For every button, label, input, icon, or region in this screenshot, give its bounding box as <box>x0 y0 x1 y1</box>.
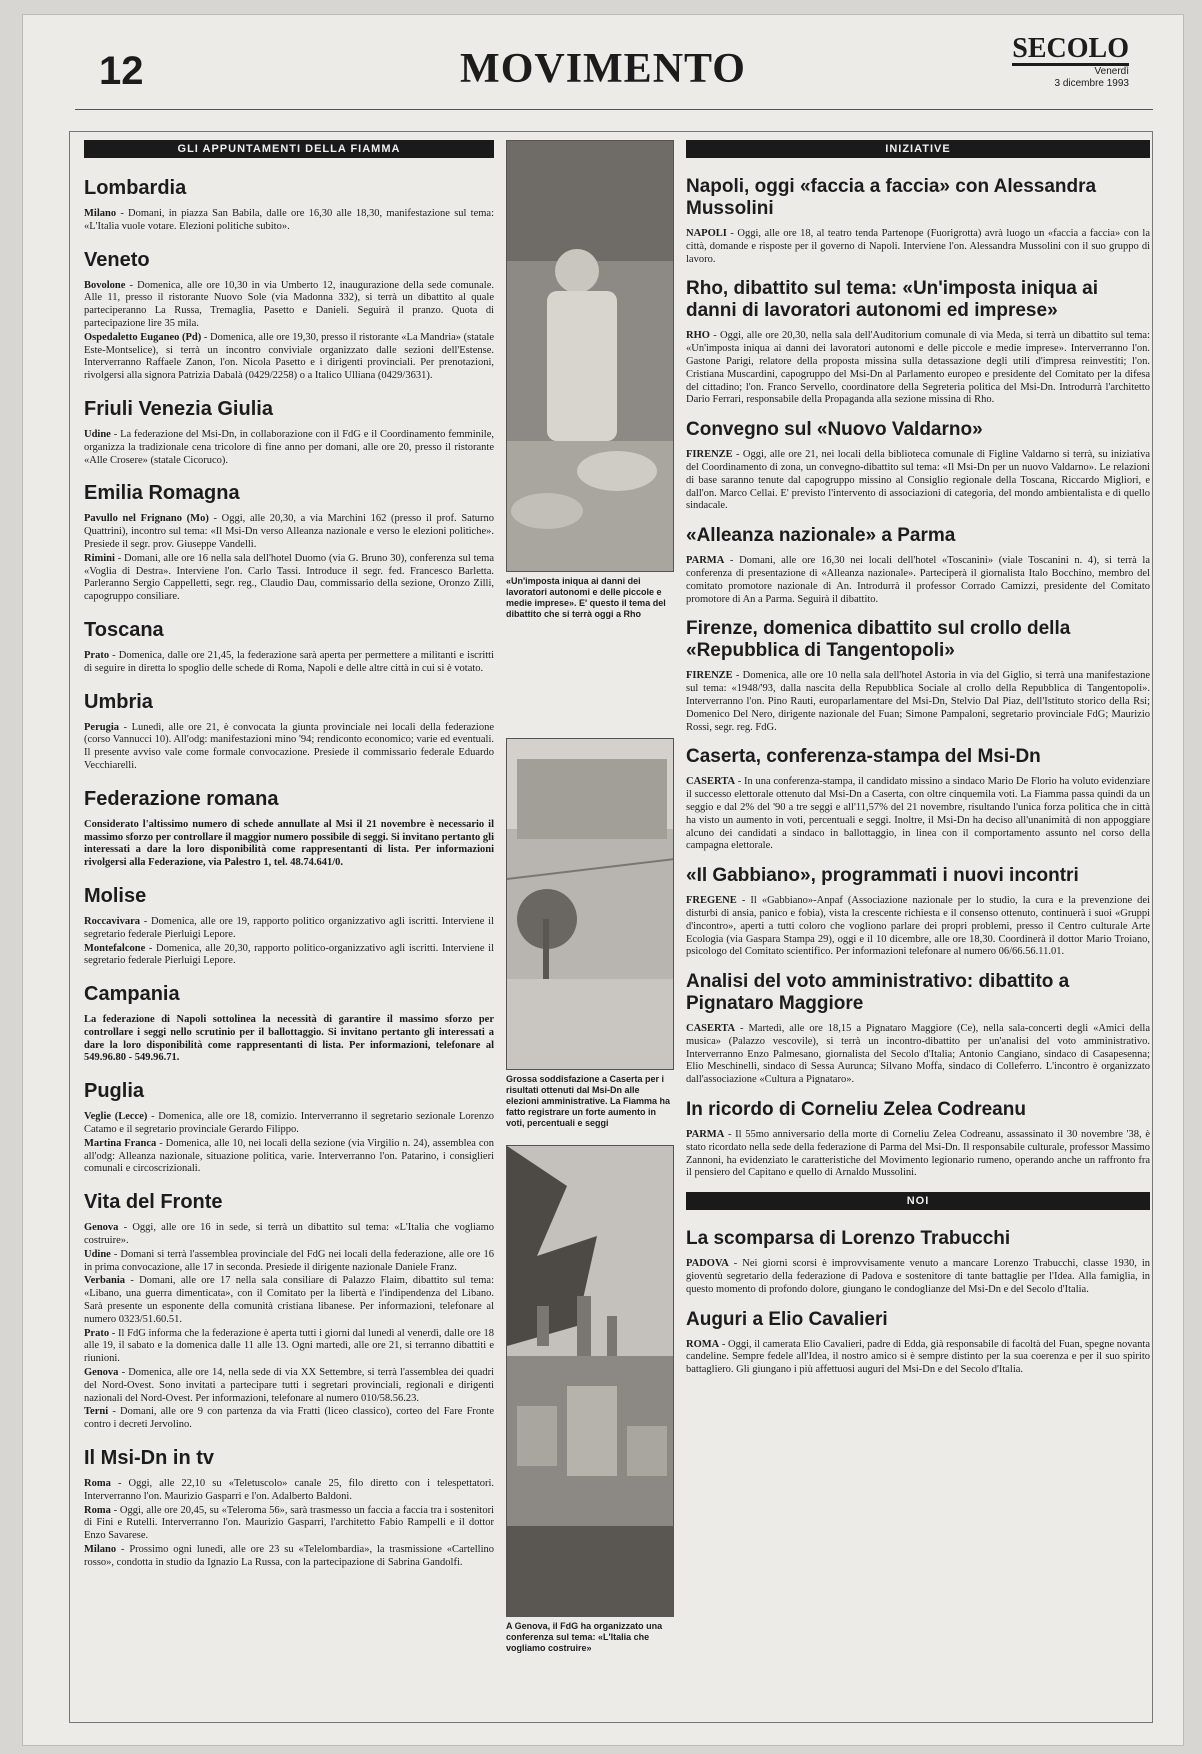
appointment-text: - Domenica, alle ore 18, comizio. Interverranno il segretario sezionale Lorenzo Catamo e il segretario provinciale Gerardo Filippo. <box>84 1111 494 1136</box>
appointment-entry <box>84 513 494 551</box>
region-body <box>84 429 494 467</box>
middle-column <box>506 140 674 1654</box>
region-body <box>84 280 494 383</box>
region-title: Vita del Fronte <box>84 1191 223 1214</box>
appointment-entry <box>84 943 494 969</box>
photo-rho-caption: «Un'imposta iniqua ai danni dei lavoratori autonomi e delle piccole e medie imprese». E' questo il tema del dibattito che si terrà oggi a Rho <box>506 576 666 619</box>
paper-name: SECOLO <box>1012 33 1129 64</box>
appointment-entry <box>84 1275 494 1326</box>
article-body <box>686 330 1150 407</box>
paper-day: Venerdì <box>1094 66 1129 77</box>
appointments-list <box>84 176 494 1570</box>
appointment-text: - Oggi, alle 20,30, a via Marchini 162 (presso il prof. Saturno Quattrini), incontro sul tema: «Il Msi-Dn verso Alleanza nazionale e verso le elezioni politiche». Presiede il segr. prov. Giuseppe Vandelli. <box>84 513 494 550</box>
appointment-text: - Domenica, alle 20,30, rapporto politico-organizzativo agli iscritti. Interviene il segretario federale Pierluigi Lepore. <box>84 942 494 967</box>
appointment-text: - Domenica, alle ore 19,30, presso il ristorante «La Mandria» (statale Este-Montselice), si terrà un incontro conviviale organizzato dalle sezioni dell'Estense. Interverranno Raffaele Zanon, l'on. Nicola Pasetto e i dirigenti provinciali. Per prenotazioni, rivolgersi alla signora Patrizia Dabalà (0429/2258) o a Italico Ulliana (0429/3631). <box>84 331 494 382</box>
article-body <box>686 670 1150 734</box>
appointment-place: Montefalcone <box>84 942 146 954</box>
article-dateline: NAPOLI <box>686 228 727 239</box>
appointment-place: Milano <box>84 1544 117 1555</box>
article-headline: Rho, dibattito sul tema: «Un'imposta iniqua ai danni di lavoratori autonomi ed imprese» <box>686 278 1098 322</box>
article-headline: Napoli, oggi «faccia a faccia» con Alessandra Mussolini <box>686 176 1097 219</box>
appointment-entry <box>84 1249 494 1275</box>
article-body <box>686 776 1150 853</box>
article <box>686 1228 1150 1296</box>
appointment-text: - Domenica, alle ore 19, rapporto politico organizzativo agli iscritti. Interviene il segretario federale Pierluigi Lepore. <box>84 915 494 940</box>
paper-date: 3 dicembre 1993 <box>1054 78 1129 89</box>
article-headline: In ricordo di Corneliu Zelea Codreanu <box>686 1099 1026 1121</box>
appointment-place: Pavullo nel Frignano (Mo) <box>84 513 209 525</box>
iniziative-articles <box>686 176 1150 1180</box>
appointment-place: Prato <box>84 1327 110 1339</box>
appointment-entry <box>84 429 494 467</box>
region-body <box>84 819 494 870</box>
masthead-rule <box>75 109 1153 110</box>
appointment-text: Considerato l'altissimo numero di schede annullate al Msi il 21 novembre è necessario il massimo sforzo per controllare il maggior numero possibile di seggi. Si invitano pertanto gli interessati a dare la loro disponibilità come rappresentanti di lista. Per informazioni rivolgersi alla Federazione, via Palestro 1, tel. 48.74.641/0. <box>84 818 494 869</box>
appointment-text: - Domani, alle ore 17 nella sala consiliare di Palazzo Flaim, dibattito sul tema: «Libano, una guerra dimenticata», con il Comitato per la libertà e l'indipendenza del Libano. Sarà presente un esponente della comunità cristiana libanese. Per informazioni, telefonare al numero 0323/51.60.51. <box>84 1275 494 1325</box>
section-title: MOVIMENTO <box>460 46 746 92</box>
article-dateline: CASERTA <box>686 1023 736 1035</box>
article-text: - Il «Gabbiano»-Anpaf (Associazione nazionale per lo studio, la cura e la prevenzione dei disturbi di ansia, panico e fobia), vista la crescente richiesta e il consenso ottenuto, continuerà i suoi «Gruppi d'incontro», aperti a tutti coloro che vogliono parlare dei propri problemi, presso il Centro culturale Arte Ecologia (via Gaspara Stampa 29), oggi e il 10 dicembre, alle ore 18,30. Coordinerà il dottor Mario Troiano, psicologo del Comitato scientifico. Per informazioni telefonare al numero 06/66.56.11.01. <box>686 895 1150 958</box>
article-body <box>686 449 1150 513</box>
content-frame <box>69 131 1153 1723</box>
region-title: Il Msi-Dn in tv <box>84 1447 214 1470</box>
appointment-place: Martina Franca <box>84 1137 157 1149</box>
photo-rho-image <box>507 141 674 571</box>
appointment-place: Ospedaletto Euganeo (Pd) <box>84 331 202 343</box>
article <box>686 525 1150 606</box>
article-body <box>686 555 1150 606</box>
appointment-place: Milano <box>84 208 117 219</box>
appointment-place: Bovolone <box>84 279 126 291</box>
article-body <box>686 1339 1150 1377</box>
region-title: Campania <box>84 983 180 1006</box>
region-body <box>84 722 494 773</box>
appointment-place: Rimini <box>84 552 115 564</box>
appointment-text: - Domani si terrà l'assemblea provinciale del FdG nei locali della federazione, alle ore 16 in prima convocazione, alle 17 in seconda. Presiede il dirigente nazionale Daniele Franz. <box>84 1248 494 1273</box>
noi-articles <box>686 1228 1150 1377</box>
appointment-entry <box>84 1544 494 1570</box>
article <box>686 419 1150 513</box>
article-body <box>686 895 1150 959</box>
article <box>686 278 1150 407</box>
appointment-place: Udine <box>84 428 111 440</box>
article <box>686 1309 1150 1377</box>
appointment-entry <box>84 553 494 604</box>
appointment-entry <box>84 1328 494 1366</box>
article-headline: Analisi del voto amministrativo: dibattito a Pignataro Maggiore <box>686 971 1070 1015</box>
left-band: GLI APPUNTAMENTI DELLA FIAMMA <box>84 140 494 158</box>
appointment-place: Veglie (Lecce) <box>84 1111 148 1123</box>
article <box>686 971 1150 1087</box>
appointment-text: - Domani, in piazza San Babila, dalle ore 16,30 alle 18,30, manifestazione sul tema: «L'Italia vuole votare. Elezioni politiche subito». <box>84 208 494 232</box>
appointment-entry <box>84 1478 494 1504</box>
appointment-text: La federazione di Napoli sottolinea la necessità di garantire il massimo sforzo per controllare i seggi nello scrutinio per il ballottaggio. Si invitano pertanto gli interessati a dare la loro disponibilità come rappresentanti di lista. Per informazioni, telefonare al 549.96.80 - 549.96.71. <box>84 1014 494 1064</box>
appointment-entry <box>84 280 494 331</box>
appointment-place: Roccavivara <box>84 915 140 927</box>
appointment-text: - Oggi, alle ore 16 in sede, si terrà un dibattito sul tema: «L'Italia che vogliamo costruire». <box>84 1222 494 1247</box>
appointment-text: - Il FdG informa che la federazione è aperta tutti i giorni dal lunedì al venerdì, dalle ore 18 alle 19, il sabato e la domenica dalle 11 alle 13. Ogni martedì, alle ore 21, si terranno dibattiti e riunioni. <box>84 1327 494 1365</box>
article-text: - Oggi, alle ore 21, nei locali della biblioteca comunale di Figline Valdarno si terrà, su iniziativa del Coordinamento di zona, un convegno-dibattito sul tema: «Il Msi-Dn per un nuovo Valdarno». Le relazioni di base saranno tenute dal capogruppo missino al Consiglio regionale della Toscana, Riccardo Migliori, e dall'on. Marco Cellai. E' previsto l'intervento di associazioni di categoria, del mondo ambientalista e di quello sindacale. <box>686 449 1150 512</box>
article-dateline: RHO <box>686 330 710 342</box>
masthead <box>69 29 1137 105</box>
appointment-text: - La federazione del Msi-Dn, in collaborazione con il FdG e il Coordinamento femminile, organizza la tradizionale cena tricolore di fine anno per domani, alle ore 20, presso il ristorante «Alle Crosere» (statale Cicoruco). <box>84 428 494 466</box>
appointment-entry <box>84 1367 494 1405</box>
article-text: - Domani, alle ore 16,30 nei locali dell'hotel «Toscanini» (viale Toscanini n. 4), si terrà la conferenza di presentazione di «Alleanza nazionale». Parteciperà il giornalista Italo Bocchino, membro del comitato promotore nazionale di An. Introdurrà il professor Corrado Camizzi, presidente del Comitato promotore di An a Parma. Seguirà il dibattito. <box>686 555 1150 605</box>
article-headline: Auguri a Elio Cavalieri <box>686 1308 888 1330</box>
appointment-place: Roma <box>84 1504 111 1516</box>
article-text: - Oggi, alle ore 20,30, nella sala dell'Auditorium comunale di via Meda, si terrà un dibattito sul tema: «Un'imposta iniqua ai danni dei lavoratori autonomi e delle piccole e medie imprese». Interverranno l'on. Gastone Parigi, relatore della proposta missina sulla detassazione degli utili d'impresa reinvestiti; l'on. Cristiana Muscardini, capogruppo del Msi-Dn al Parlamento europeo e presidente del Comitato per la difesa del cittadino; l'on. Franco Servello, coordinatore della Segreteria politica del Msi-Dn. Introdurrà l'architetto Dario Ferrari, responsabile della Propaganda alla sezione missina di Rho. <box>686 330 1150 406</box>
article-dateline: PARMA <box>686 1129 725 1141</box>
appointment-entry <box>84 1505 494 1543</box>
photo-genova <box>506 1145 674 1617</box>
article-text: - Martedì, alle ore 18,15 a Pignataro Maggiore (Ce), nella sala-concerti degli «Amici della musica» (Palazzo vescovile), si terrà un incontro-dibattito per un'analisi del voto amministrativo. Interverranno Enzo Palmesano, giornalista del Secolo d'Italia; Antonio Cangiano, sindaco di Casapesenna; Elio Meschinelli, sindaco di Sessa Aurunca; Silvano Moffa, sindaco di Colleferro. L'incontro è organizzato dall'associazione «Cultura a Pignataro». <box>686 1023 1150 1086</box>
newspaper-page <box>22 14 1184 1746</box>
appointment-text: - Domenica, alle 10, nei locali della sezione (via Virgilio n. 24), assemblea con all'odg: Alleanza nazionale, situazione politica, varie. Interverranno l'on. Patarino, i consiglieri comunali e circoscrizionali. <box>84 1137 494 1175</box>
appointment-text: - Prossimo ogni lunedì, alle ore 23 su «Telelombardia», la trasmissione «Cartellino rosso», condotta in studio da Ignazio La Russa, con la partecipazione di Sabrina Gandolfi. <box>84 1544 494 1568</box>
region-body <box>84 650 494 676</box>
article-dateline: ROMA <box>686 1338 720 1350</box>
region-title: Emilia Romagna <box>84 482 240 505</box>
appointment-text: - Lunedì, alle ore 21, è convocata la giunta provinciale nei locali della federazione (corso Vannucci 10). All'odg: manifestazioni mino '94; rendiconto economico; varie ed eventuali. Il presente avviso vale come formale convocazione. Presiede il commissario federale Eduardo Vecchiarelli. <box>84 721 494 771</box>
appointment-text: - Domani, alle ore 16 nella sala dell'hotel Duomo (via G. Bruno 30), conferenza sul tema «Voglia di Destra». Interviene l'on. Carlo Tassi. Introduce il segr. fed. Francesco Barletta. Parleranno Sergio Cappelletti, segr. reg., Claudio Dau, commissario della sezione, Oronzo Zilli, capogruppo consiliare. <box>84 552 494 603</box>
photo-genova-caption: A Genova, il FdG ha organizzato una conferenza sul tema: «L'Italia che vogliamo costruire» <box>506 1621 663 1653</box>
article-headline: La scomparsa di Lorenzo Trabucchi <box>686 1228 1011 1250</box>
page-number: 12 <box>99 49 144 93</box>
appointment-text: - Oggi, alle 22,10 su «Teletuscolo» canale 25, filo diretto con i telespettatori. Interverranno l'on. Maurizio Gasparri e l'on. Adalberto Baldoni. <box>84 1478 494 1502</box>
appointment-entry <box>84 1014 494 1065</box>
appointment-entry <box>84 650 494 676</box>
left-column <box>84 140 494 1584</box>
appointment-text: - Domenica, alle ore 10,30 in via Umberto 12, inaugurazione della sede comunale. Alle 11, presso il ristorante Nuovo Sole (via Madonna 332), si terrà un dibattito al quale parteciperanno La Russa, Tremaglia, Pasetto e Danieli. Seguirà il pranzo. Quota di partecipazione lire 35 mila. <box>84 279 494 329</box>
region-title: Molise <box>84 884 147 907</box>
appointment-text: - Domani, alle ore 9 con partenza da via Fratti (liceo classico), corteo del Fare Fronte contro i decreti Jervolino. <box>84 1406 494 1431</box>
photo-caserta <box>506 738 674 1070</box>
paper-logo <box>1012 35 1129 90</box>
appointment-place: Genova <box>84 1367 119 1379</box>
photo-rho <box>506 140 674 572</box>
article-body <box>686 1023 1150 1087</box>
appointment-entry <box>84 819 494 870</box>
region-body <box>84 1478 494 1570</box>
region-body <box>84 1111 494 1176</box>
region-body <box>84 513 494 604</box>
article-headline: «Il Gabbiano», programmati i nuovi incontri <box>686 865 1079 887</box>
article-body <box>686 1129 1150 1180</box>
appointment-place: Roma <box>84 1478 111 1490</box>
article-text: - Oggi, il camerata Elio Cavalieri, padre di Edda, già responsabile di facoltà del Fuan, spegne novanta candeline. Sempre fedele all'Idea, il nostro amico si è sempre distinto per la sua coerenza e per il suo spirito battagliero. Gli giungano i più affettuosi auguri del Msi-Dn e del Secolo d'Italia. <box>686 1338 1150 1376</box>
article-text: - Nei giorni scorsi è improvvisamente venuto a mancare Lorenzo Trabucchi, classe 1930, in gioventù segretario della federazione di Padova e sostenitore di tante battaglie per l'Idea. Alla famiglia, in questo momento di profondo dolore, giungano le condoglianze del Msi-Dn e del Secolo d'Italia. <box>686 1258 1150 1295</box>
article-dateline: FREGENE <box>686 895 737 907</box>
article-dateline: CASERTA <box>686 776 736 788</box>
appointment-entry <box>84 332 494 383</box>
appointment-place: Verbania <box>84 1275 126 1287</box>
appointment-place: Genova <box>84 1222 119 1234</box>
article-dateline: PARMA <box>686 555 725 567</box>
appointment-entry <box>84 1138 494 1176</box>
noi-band: NOI <box>686 1192 1150 1210</box>
article <box>686 746 1150 853</box>
region-body <box>84 208 494 234</box>
article-dateline: FIRENZE <box>686 670 733 682</box>
article <box>686 176 1150 266</box>
article <box>686 865 1150 959</box>
article-headline: Caserta, conferenza-stampa del Msi-Dn <box>686 746 1041 768</box>
article-headline: «Alleanza nazionale» a Parma <box>686 525 956 547</box>
article-body <box>686 1258 1150 1296</box>
article-text: - In una conferenza-stampa, il candidato missino a sindaco Mario De Florio ha voluto evidenziare il successo elettorale ottenuto dal Msi-Dn a Caserta, con oltre cinquemila voti. La Fiamma passa quindi da un seggio e dal 2% del '90 a tre seggi e all'11,57% del 21 novembre, risultando l'unica forza politica che in città ha visto un aumento in voti, percentuali e seggi. Inoltre, il Msi-Dn ha deciso all'unanimità di non appoggiare alcuno dei candidati a sindaco in ballottaggio, in linea con il comportamento assunto nel corso della campagna elettorale. <box>686 776 1150 852</box>
article-text: - Il 55mo anniversario della morte di Corneliu Zelea Codreanu, assassinato il 30 novembre '38, è stato ricordato nella sede della federazione di Parma del Msi-Dn. Il responsabile culturale, professor Massimo Zannoni, ha evidenziato le caratteristiche del Movimento legionario rumeno, operando anche un raffronto fra il pensiero del Capitano e quello di Arnaldo Mussolini. <box>686 1129 1150 1179</box>
region-title: Lombardia <box>84 177 187 199</box>
article-text: - Domenica, alle ore 10 nella sala dell'hotel Astoria in via del Giglio, si terrà una manifestazione sul tema: «1948/'93, dalla nascita della Repubblica Sociale al crollo della Repubblica di Tangentopoli». Interverranno l'on. Pino Rauti, europarlamentare del Msi-Dn, Stelvio Dal Piaz, dell'Istituto storico della Rsi; Domenico Del Nero, dirigente nazionale del Fuan; Simone Pampaloni, segretario provinciale FdG; Maurizio Rossi, segr. reg. FdG. <box>686 670 1150 733</box>
appointment-entry <box>84 722 494 773</box>
article-dateline: PADOVA <box>686 1258 729 1270</box>
appointment-text: - Domenica, dalle ore 21,45, la federazione sarà aperta per permettere a militanti e iscritti di seguire in diretta lo spoglio delle schede di Roma, Napoli e delle altre città in cui si è votato. <box>84 649 494 674</box>
appointment-place: Terni <box>84 1406 109 1418</box>
region-title: Toscana <box>84 618 164 641</box>
article-headline: Convegno sul «Nuovo Valdarno» <box>686 419 983 441</box>
article-headline: Firenze, domenica dibattito sul crollo della «Repubblica di Tangentopoli» <box>686 618 1071 662</box>
region-body <box>84 1222 494 1432</box>
region-body <box>84 916 494 968</box>
appointment-place: Udine <box>84 1248 111 1260</box>
appointment-entry <box>84 208 494 234</box>
photo-genova-image <box>507 1146 674 1616</box>
article-dateline: FIRENZE <box>686 449 733 461</box>
appointment-entry <box>84 916 494 942</box>
region-title: Federazione romana <box>84 787 279 810</box>
region-title: Puglia <box>84 1080 145 1103</box>
article <box>686 1099 1150 1180</box>
article <box>686 618 1150 734</box>
iniziative-band: INIZIATIVE <box>686 140 1150 158</box>
region-title: Umbria <box>84 690 153 713</box>
region-title: Friuli Venezia Giulia <box>84 397 273 420</box>
appointment-entry <box>84 1111 494 1137</box>
appointment-text: - Oggi, alle ore 20,45, su «Teleroma 56», sarà trasmesso un faccia a faccia tra i sostenitori di Fini e Rutelli. Interverranno l'on. Maurizio Gasparri, l'architetto Fabio Rampelli e il dottor Enzo Savarese. <box>84 1504 494 1542</box>
right-column <box>686 140 1150 1389</box>
appointment-text: - Domenica, alle ore 14, nella sede di via XX Settembre, si terrà l'assemblea dei quadri del Nord-Ovest. Sono invitati a partecipare tutti i segretari provinciali, regionali e dirigenti nazionali del Nord-Ovest. Per informazioni, telefonare al numero 010/58.56.23. <box>84 1367 494 1404</box>
article-text: - Oggi, alle ore 18, al teatro tenda Partenope (Fuorigrotta) avrà luogo un «faccia a faccia» con la città, domande e risposte per il governo di Napoli. Interviene l'on. Alessandra Mussolini con il suo gruppo di lavoro. <box>686 228 1150 265</box>
appointment-entry <box>84 1406 494 1432</box>
appointment-entry <box>84 1222 494 1248</box>
appointment-place: Prato <box>84 649 110 661</box>
photo-caserta-caption: Grossa soddisfazione a Caserta per i risultati ottenuti dal Msi-Dn alle elezioni amministrative. La Fiamma ha fatto registrare un forte aumento in voti, percentuali e seggi <box>506 1074 671 1128</box>
photo-caserta-image <box>507 739 674 1069</box>
article-body <box>686 228 1150 266</box>
region-body <box>84 1014 494 1065</box>
region-title: Veneto <box>84 248 150 271</box>
appointment-place: Perugia <box>84 721 119 733</box>
